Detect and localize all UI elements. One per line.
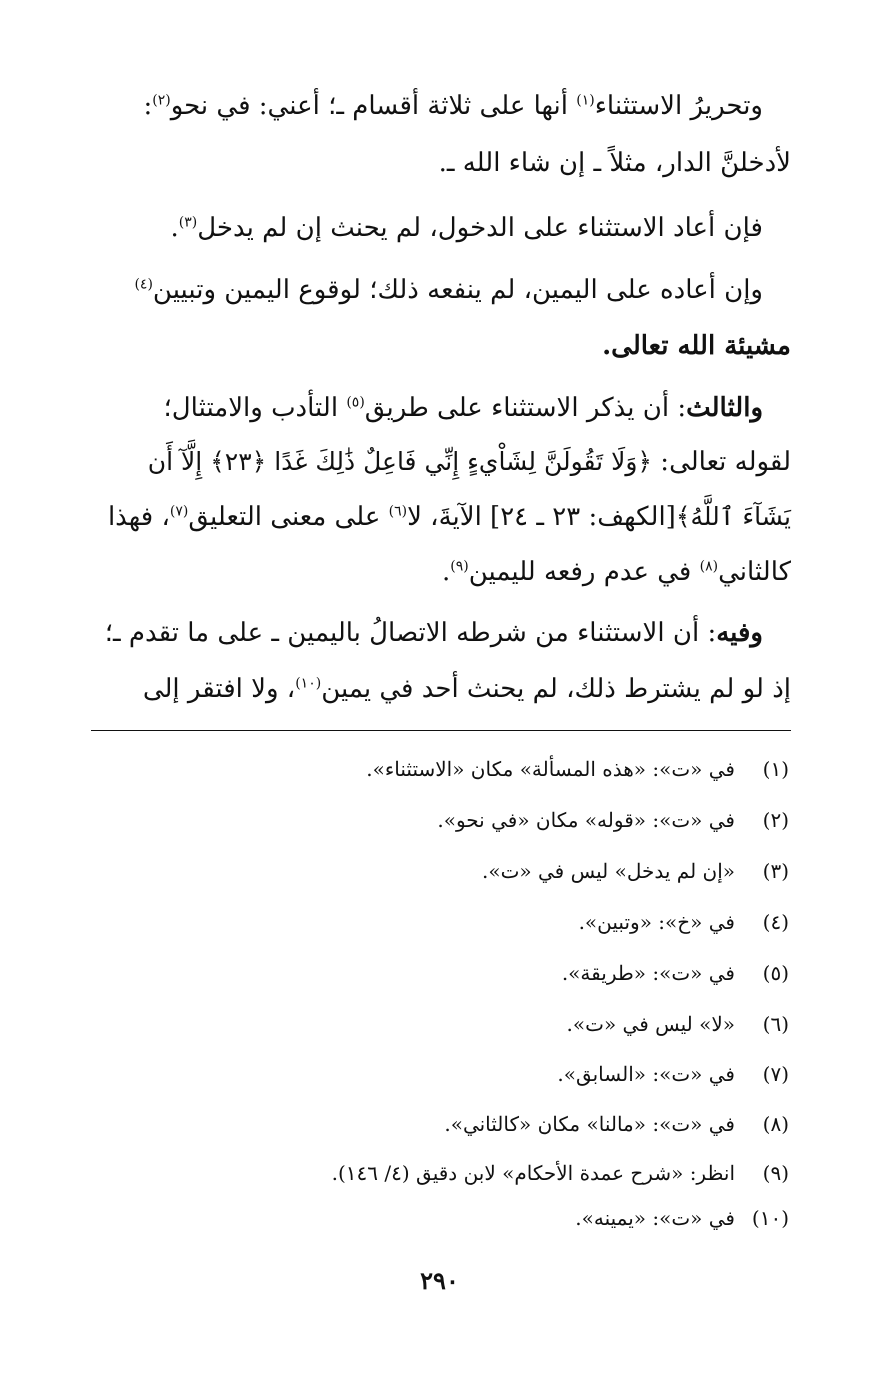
footnote-text: في «ت»: «السابق».: [557, 1062, 735, 1086]
footnote-number: (٩): [762, 1161, 789, 1185]
footnote-10: [89, 1193, 789, 1244]
footnote-3: [89, 846, 789, 897]
footnote-text: في «ت»: «مالنا» مكان «كالثاني».: [444, 1112, 735, 1136]
text: : أن يذكر الاستثناء على طريق: [364, 393, 687, 423]
section-heading: والثالث: [686, 393, 763, 423]
text: : أن الاستثناء من شرطه الاتصالُ باليمين ـ على ما تقدم ـ؛: [104, 618, 717, 648]
footnote-1: [89, 744, 789, 795]
body-line-10: [91, 605, 791, 661]
footnote-number: (٨): [762, 1112, 789, 1136]
text: التأدب والامتثال؛: [163, 393, 347, 423]
footnote-ref-3: (٣): [178, 214, 198, 231]
body-line-8: [91, 489, 791, 545]
text: [الكهف: ٢٣ ـ ٢٤] الآيةَ، لا: [407, 502, 676, 532]
footnote-text: انظر: «شرح عمدة الأحكام» لابن دقيق (٤/ ١٤٦).: [331, 1161, 735, 1185]
text: أنها على ثلاثة أقسام ـ؛ أعني: في نحو: [170, 91, 577, 121]
text: وإن أعاده على اليمين، لم ينفعه ذلك؛ لوقوع اليمين وتبيين: [152, 275, 763, 305]
footnote-5: [89, 948, 789, 999]
text: :: [143, 91, 153, 121]
footnote-7: [89, 1049, 789, 1100]
body-line-4: [91, 262, 791, 318]
footnote-number: (٢): [762, 808, 789, 832]
footnote-number: (١): [762, 757, 789, 781]
footnote-ref-9: (٩): [450, 558, 469, 575]
body-line-6: [91, 380, 791, 436]
footnote-number: (٦): [762, 1012, 789, 1036]
footnote-ref-10: (١٠): [295, 675, 322, 692]
body-line-7: [91, 434, 791, 490]
text: فإن أعاد الاستثناء على الدخول، لم يحنث إن لم يدخل: [197, 213, 763, 243]
footnote-number: (١٠): [751, 1206, 789, 1230]
body-line-11: [91, 661, 791, 717]
footnote-ref-2: (٢): [152, 92, 171, 109]
footnote-number: (٤): [762, 910, 789, 934]
text: مشيئة الله تعالى.: [602, 331, 791, 361]
quran-verse: يَشَآءَ ٱللَّهُ﴾: [675, 502, 791, 531]
section-heading: وفيه: [716, 618, 763, 648]
footnote-ref-4: (٤): [134, 276, 153, 293]
text: ، ولا افتقر إلى: [142, 674, 296, 704]
footnote-ref-6: (٦): [388, 503, 408, 520]
footnote-ref-1: (١): [576, 92, 595, 109]
footnote-number: (٥): [762, 961, 789, 985]
footnote-ref-5: (٥): [346, 394, 365, 411]
footnote-text: «إن لم يدخل» ليس في «ت».: [482, 859, 735, 883]
footnote-text: «لا» ليس في «ت».: [566, 1012, 735, 1036]
footnote-8: [89, 1099, 789, 1150]
text: .: [441, 557, 451, 587]
text: إذ لو لم يشترط ذلك، لم يحنث أحد في يمين: [321, 674, 791, 704]
footnote-text: في «خ»: «وتبين».: [578, 910, 735, 934]
text: كالثاني: [718, 557, 791, 587]
footnote-text: في «ت»: «يمينه».: [575, 1206, 735, 1230]
footnote-text: في «ت»: «طريقة».: [561, 961, 735, 985]
page-number: ٢٩٠: [420, 1266, 459, 1295]
footnote-text: في «ت»: «هذه المسألة» مكان «الاستثناء».: [366, 757, 735, 781]
footnote-2: [89, 795, 789, 846]
footnote-divider: [91, 730, 791, 731]
body-line-5: [91, 318, 791, 374]
body-line-1: [91, 78, 791, 134]
footnote-ref-7: (٧): [169, 503, 189, 520]
text: لأدخلنَّ الدار، مثلاً ـ إن شاء الله ـ.: [438, 148, 791, 178]
footnote-6: [89, 999, 789, 1050]
text: في عدم رفعه لليمين: [468, 557, 700, 587]
footnote-9: [89, 1148, 789, 1199]
footnote-ref-8: (٨): [699, 558, 719, 575]
text: .: [170, 213, 179, 243]
footnote-text: في «ت»: «قوله» مكان «في نحو».: [437, 808, 735, 832]
footnote-number: (٣): [762, 859, 789, 883]
footnote-4: [89, 897, 789, 948]
body-line-2: [91, 135, 791, 191]
footnote-number: (٧): [762, 1062, 789, 1086]
text: على معنى التعليق: [188, 502, 389, 532]
text: وتحريرُ الاستثناء: [594, 91, 763, 121]
body-line-3: [91, 200, 791, 256]
text: ، فهذا: [107, 502, 170, 532]
text: لقوله تعالى:: [652, 447, 791, 477]
quran-verse: ﴿وَلَا تَقُولَنَّ لِشَاْيءٍ إِنِّي فَاعِلٌ ذَٰلِكَ غَدًا ﴿٢٣﴾ إِلَّآ أَن: [147, 447, 653, 476]
body-line-9: [91, 544, 791, 600]
